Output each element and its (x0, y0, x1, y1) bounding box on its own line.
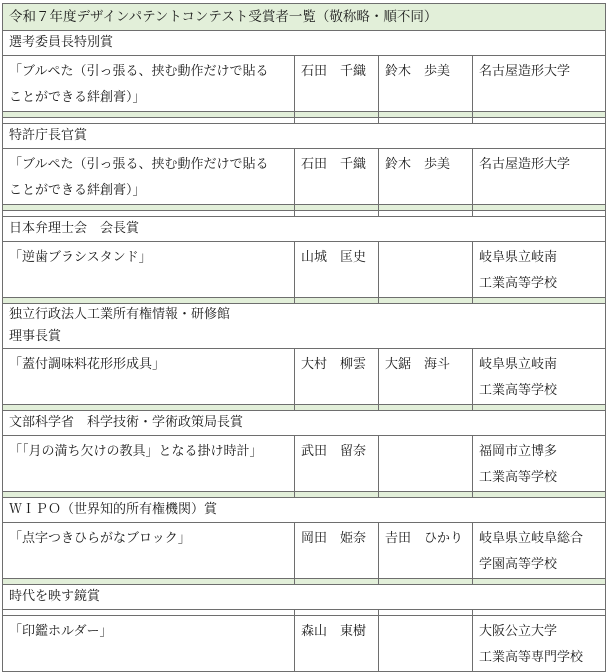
table-title: 令和７年度デザインパテントコンテスト受賞者一覧（敬称略・順不同） (3, 4, 606, 31)
school-name: 名古屋造形大学 (473, 56, 606, 112)
winner-name-2: 𠮷田 ひかり (379, 523, 473, 579)
work-title: 「蓋付調味料花形形成具」 (3, 349, 295, 405)
award-name: 独立行政法人工業所有権情報・研修館 理事長賞 (3, 304, 606, 349)
winner-name-1: 森山 東樹 (295, 616, 379, 672)
winner-name-1: 石田 千織 (295, 56, 379, 112)
school-name: 岐阜県立岐南 工業高等学校 (473, 349, 606, 405)
work-title: 「印鑑ホルダー」 (3, 616, 295, 672)
award-name: ＷＩＰＯ（世界知的所有権機関）賞 (3, 498, 606, 523)
school-name: 岐阜県立岐南 工業高等学校 (473, 242, 606, 298)
award-name: 選考委員長特別賞 (3, 31, 606, 56)
work-title: 「逆歯ブラシスタンド」 (3, 242, 295, 298)
school-name: 名古屋造形大学 (473, 149, 606, 205)
winner-name-2: 鈴木 歩美 (379, 56, 473, 112)
winner-name-1: 大村 柳雲 (295, 349, 379, 405)
winner-name-1: 山城 匡史 (295, 242, 379, 298)
school-name: 岐阜県立岐阜総合 学園高等学校 (473, 523, 606, 579)
work-title: 「ブルペた（引っ張る、挟む動作だけで貼る ことができる絆創膏）」 (3, 56, 295, 112)
work-title: 「点字つきひらがなブロック」 (3, 523, 295, 579)
award-name: 特許庁長官賞 (3, 124, 606, 149)
work-title: 「「月の満ち欠けの教具」となる掛け時計」 (3, 436, 295, 492)
winner-name-2: 鈴木 歩美 (379, 149, 473, 205)
work-title: 「ブルペた（引っ張る、挟む動作だけで貼る ことができる絆創膏）」 (3, 149, 295, 205)
winner-name-2: 大鋸 海斗 (379, 349, 473, 405)
winner-name-1: 岡田 姫奈 (295, 523, 379, 579)
award-winners-table (2, 3, 606, 672)
winner-name-2 (379, 436, 473, 492)
winner-name-2 (379, 242, 473, 298)
award-name: 日本弁理士会 会長賞 (3, 217, 606, 242)
award-name: 文部科学省 科学技術・学術政策局長賞 (3, 411, 606, 436)
school-name: 福岡市立博多 工業高等学校 (473, 436, 606, 492)
school-name: 大阪公立大学 工業高等専門学校 (473, 616, 606, 672)
winner-name-2 (379, 616, 473, 672)
award-name: 時代を映す鏡賞 (3, 585, 606, 610)
winner-name-1: 石田 千織 (295, 149, 379, 205)
winner-name-1: 武田 留奈 (295, 436, 379, 492)
